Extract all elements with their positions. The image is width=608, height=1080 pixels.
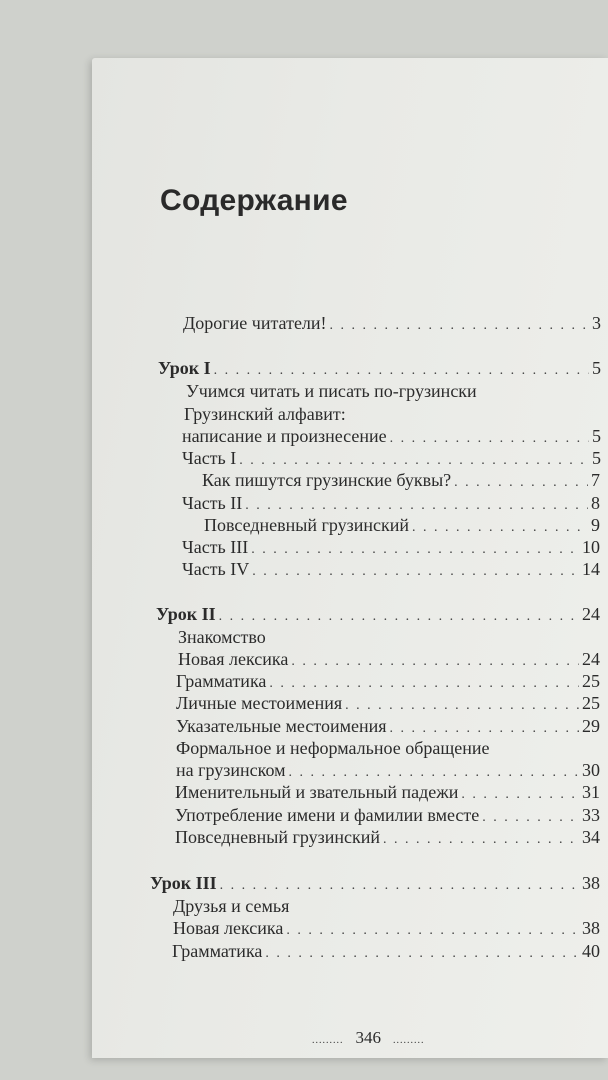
toc-entry: Личные местоимения . . . 25 — [176, 694, 600, 713]
page-footer — [300, 1028, 437, 1048]
toc-entry: написание и произнесение . . . 5 — [182, 427, 601, 446]
leader-dots — [245, 499, 588, 513]
toc-entry: Часть I . . . 5 — [182, 449, 601, 468]
leader-dots — [286, 924, 579, 938]
leader-dots — [390, 722, 579, 736]
toc-line: Знакомство — [178, 627, 266, 647]
toc-entry: Указательные местоимения . . . 29 — [176, 717, 600, 736]
leader-dots — [330, 319, 589, 333]
toc-line: Формальное и неформальное обращение — [176, 738, 490, 758]
leader-dots — [461, 788, 579, 802]
toc-entry: на грузинском . . . 30 — [176, 761, 600, 780]
leader-dots — [291, 655, 579, 669]
toc-entry: Грамматика . . . 25 — [176, 672, 600, 691]
leader-dots — [239, 454, 589, 468]
leader-dots — [289, 766, 579, 780]
toc-entry: Именительный и звательный падежи . . . 31 — [175, 783, 600, 802]
toc-line: Друзья и семья — [173, 896, 290, 916]
leader-dots — [390, 432, 589, 446]
toc-entry-preface: Дорогие читатели! . . . 3 — [183, 314, 601, 333]
toc-lesson-3: Урок III . . . 38 — [150, 874, 600, 893]
page-title: Содержание — [160, 184, 348, 217]
leader-dots — [252, 565, 579, 579]
toc-entry: Новая лексика . . . 38 — [173, 919, 600, 938]
toc-entry: Часть IV . . . 14 — [182, 560, 600, 579]
leader-dots — [251, 543, 579, 557]
leader-dots — [220, 879, 579, 893]
toc-lesson-1: Урок I . . . 5 — [158, 359, 601, 378]
footer-ornament-right: ......... — [393, 1035, 425, 1046]
leader-dots — [482, 811, 579, 825]
toc-line: Учимся читать и писать по-грузински — [186, 381, 477, 401]
leader-dots — [219, 610, 579, 624]
toc-entry: Грамматика . . . 40 — [172, 942, 600, 961]
toc-lesson-2: Урок II . . . 24 — [156, 605, 600, 624]
toc-entry: Употребление имени и фамилии вместе . . . 33 — [175, 806, 600, 825]
toc-entry: Часть II . . . 8 — [182, 494, 600, 513]
leader-dots — [214, 364, 589, 378]
toc-entry: Часть III . . . 10 — [182, 538, 600, 557]
leader-dots — [383, 833, 579, 847]
page-number: 346 — [355, 1028, 381, 1047]
footer-ornament-left: ......... — [312, 1035, 344, 1046]
leader-dots — [454, 476, 588, 490]
leader-dots — [269, 677, 579, 691]
toc-entry: Повседневный грузинский . . . 34 — [175, 828, 600, 847]
toc-line: Грузинский алфавит: — [184, 404, 346, 424]
leader-dots — [345, 699, 579, 713]
toc-entry: Новая лексика . . . 24 — [178, 650, 600, 669]
leader-dots — [412, 521, 588, 535]
toc-entry: Повседневный грузинский . . . 9 — [204, 516, 600, 535]
toc-entry: Как пишутся грузинские буквы? . . . 7 — [202, 471, 600, 490]
leader-dots — [265, 947, 579, 961]
